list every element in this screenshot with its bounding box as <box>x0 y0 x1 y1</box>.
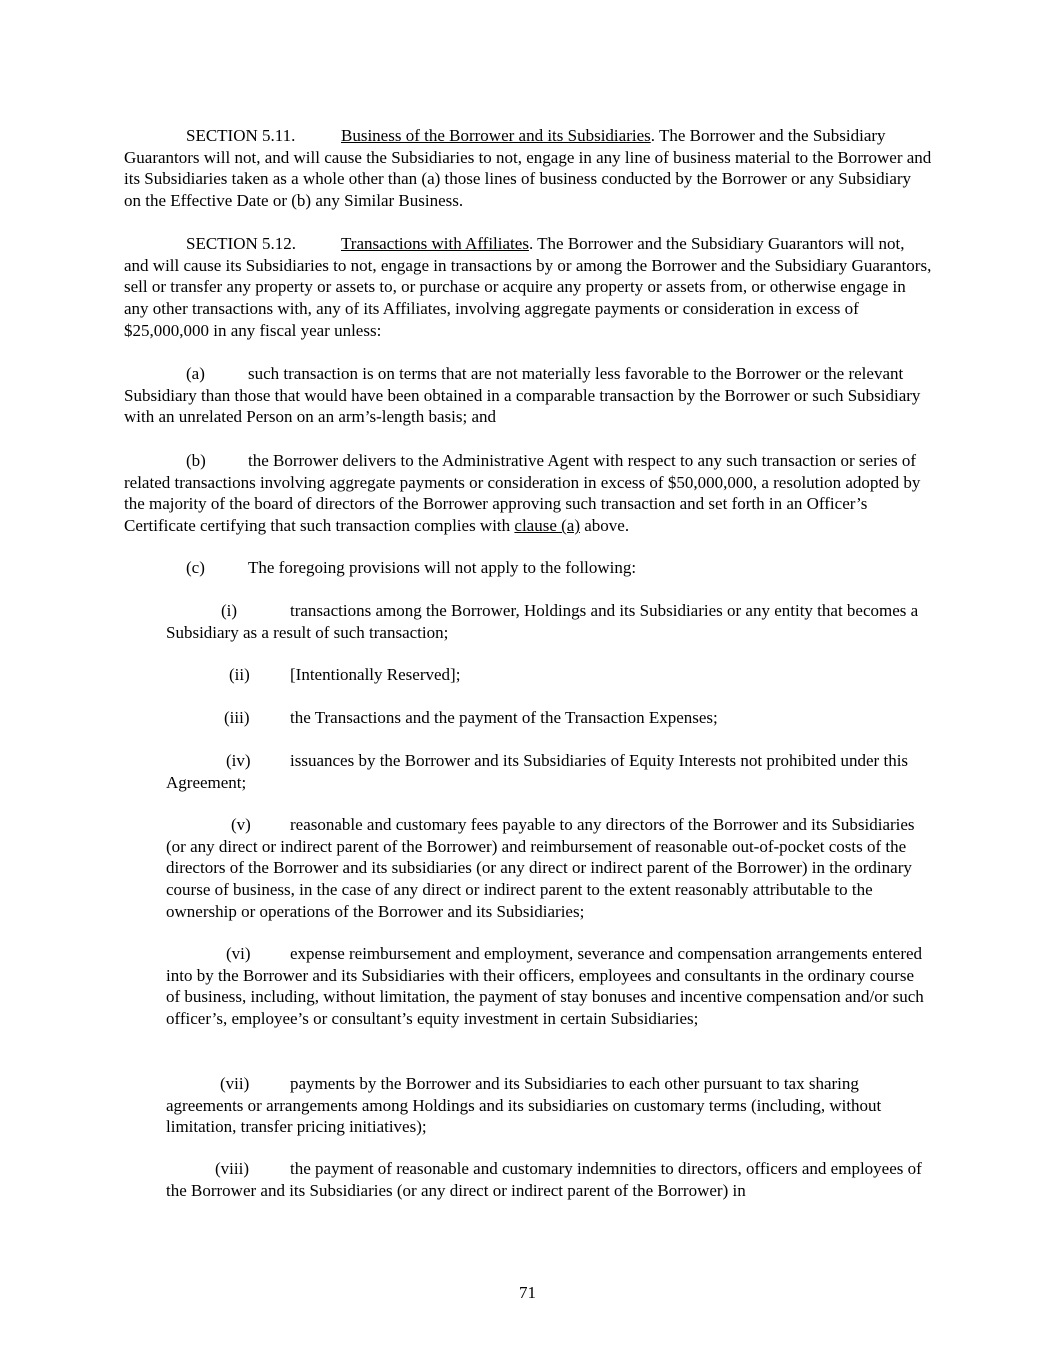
section-5-11-paragraph <box>124 125 932 212</box>
item-text: issuances by the Borrower and its Subsidiaries of Equity Interests not prohibited under this Agreement; <box>166 751 909 792</box>
clause-a-text: such transaction is on terms that are not materially less favorable to the Borrower or the relevant Subsidiary than those that would have been obtained in a comparable transaction by the Borrower or such Subsidiary with an unrelated Person on an arm’s-length basis; and <box>124 364 921 427</box>
item-text: [Intentionally Reserved]; <box>290 665 461 684</box>
section-5-11-text: . The Borrower and the Subsidiary Guarantors will not, and will cause the Subsidiaries to not, engage in any line of business material to the Borrower and its Subsidiaries taken as a whole other than (a) those lines of business conducted by the Borrower or any Subsidiary on the Effective Date or (b) any Similar Business. <box>124 126 932 211</box>
item-text: the Transactions and the payment of the Transaction Expenses; <box>290 708 718 727</box>
section-5-11-heading: Business of the Borrower and its Subsidiaries <box>341 126 651 145</box>
item-label: (ii) <box>229 665 250 684</box>
clause-c-paragraph <box>124 557 932 579</box>
item-label: (vi) <box>226 944 251 963</box>
item-label: (i) <box>221 601 238 620</box>
item-label: (viii) <box>215 1159 249 1178</box>
item-text: payments by the Borrower and its Subsidiaries to each other pursuant to tax sharing agreements or arrangements among Holdings and its subsidiaries on customary terms (including, without limitation, transfer pricing initiatives); <box>166 1074 882 1137</box>
item-label: (iv) <box>226 751 251 770</box>
clause-c-text: The foregoing provisions will not apply to the following: <box>248 558 637 577</box>
clause-a-paragraph <box>124 363 932 428</box>
clause-b-text-after: above. <box>580 516 630 536</box>
list-item <box>166 600 932 643</box>
item-text: the payment of reasonable and customary indemnities to directors, officers and employees of the Borrower and its Subsidiaries (or any direct or indirect parent of the Borrower) in <box>166 1159 922 1200</box>
list-item <box>166 750 932 793</box>
item-text: reasonable and customary fees payable to any directors of the Borrower and its Subsidiaries (or any direct or indirect parent of the Borrower) and reimbursement of reasonable out-of-pocket costs of the directors of the Borrower and its subsidiaries (or any direct or indirect parent of the Borrower) in the ordinary course of business, in the case of any direct or indirect parent to the extent reasonably attributable to the ownership or operations of the Borrower and its Subsidiaries; <box>166 815 915 921</box>
clause-c-label: (c) <box>186 558 205 577</box>
clause-a-label: (a) <box>186 364 205 383</box>
item-label: (v) <box>231 815 251 834</box>
list-item <box>166 664 932 686</box>
list-item <box>166 1158 932 1201</box>
section-5-11-number: SECTION 5.11. <box>186 126 296 145</box>
list-item <box>166 814 932 923</box>
clause-b-paragraph <box>124 450 932 537</box>
clause-a-reference: clause (a) <box>514 516 580 536</box>
item-text: expense reimbursement and employment, severance and compensation arrangements entered into by the Borrower and its Subsidiaries with their officers, employees and consultants in the ordinary course of business, including, without limitation, the payment of stay bonuses and incentive compensation and/or such officer’s, employee’s or consultant’s equity investment in certain Subsidiaries; <box>166 944 924 1029</box>
clause-b-text-before: the Borrower delivers to the Administrative Agent with respect to any such transaction or series of related transactions involving aggregate payments or consideration in excess of $50,000,000, a resolution adopted by the majority of the board of directors of the Borrower approving such transaction and set forth in an Officer’s Certificate certifying that such transaction complies with <box>124 451 921 536</box>
section-5-12-text: . The Borrower and the Subsidiary Guarantors will not, and will cause its Subsidiaries to not, engage in transactions by or among the Borrower and the Subsidiary Guarantors, sell or transfer any property or assets to, or purchase or acquire any property or assets from, or otherwise engage in any other transactions with, any of its Affiliates, involving aggregate payments or consideration in excess of $25,000,000 in any fiscal year unless: <box>124 234 932 340</box>
section-5-12-number: SECTION 5.12. <box>186 234 297 253</box>
list-item <box>166 943 932 1030</box>
item-text: transactions among the Borrower, Holdings and its Subsidiaries or any entity that becomes a Subsidiary as a result of such transaction; <box>166 601 919 642</box>
page-number: 71 <box>519 1283 536 1302</box>
list-item <box>166 707 932 729</box>
list-item <box>166 1073 932 1138</box>
item-label: (iii) <box>224 708 250 727</box>
item-label: (vii) <box>220 1074 250 1093</box>
section-5-12-paragraph <box>124 233 932 342</box>
section-5-12-heading: Transactions with Affiliates <box>341 234 529 253</box>
clause-b-label: (b) <box>186 451 206 470</box>
